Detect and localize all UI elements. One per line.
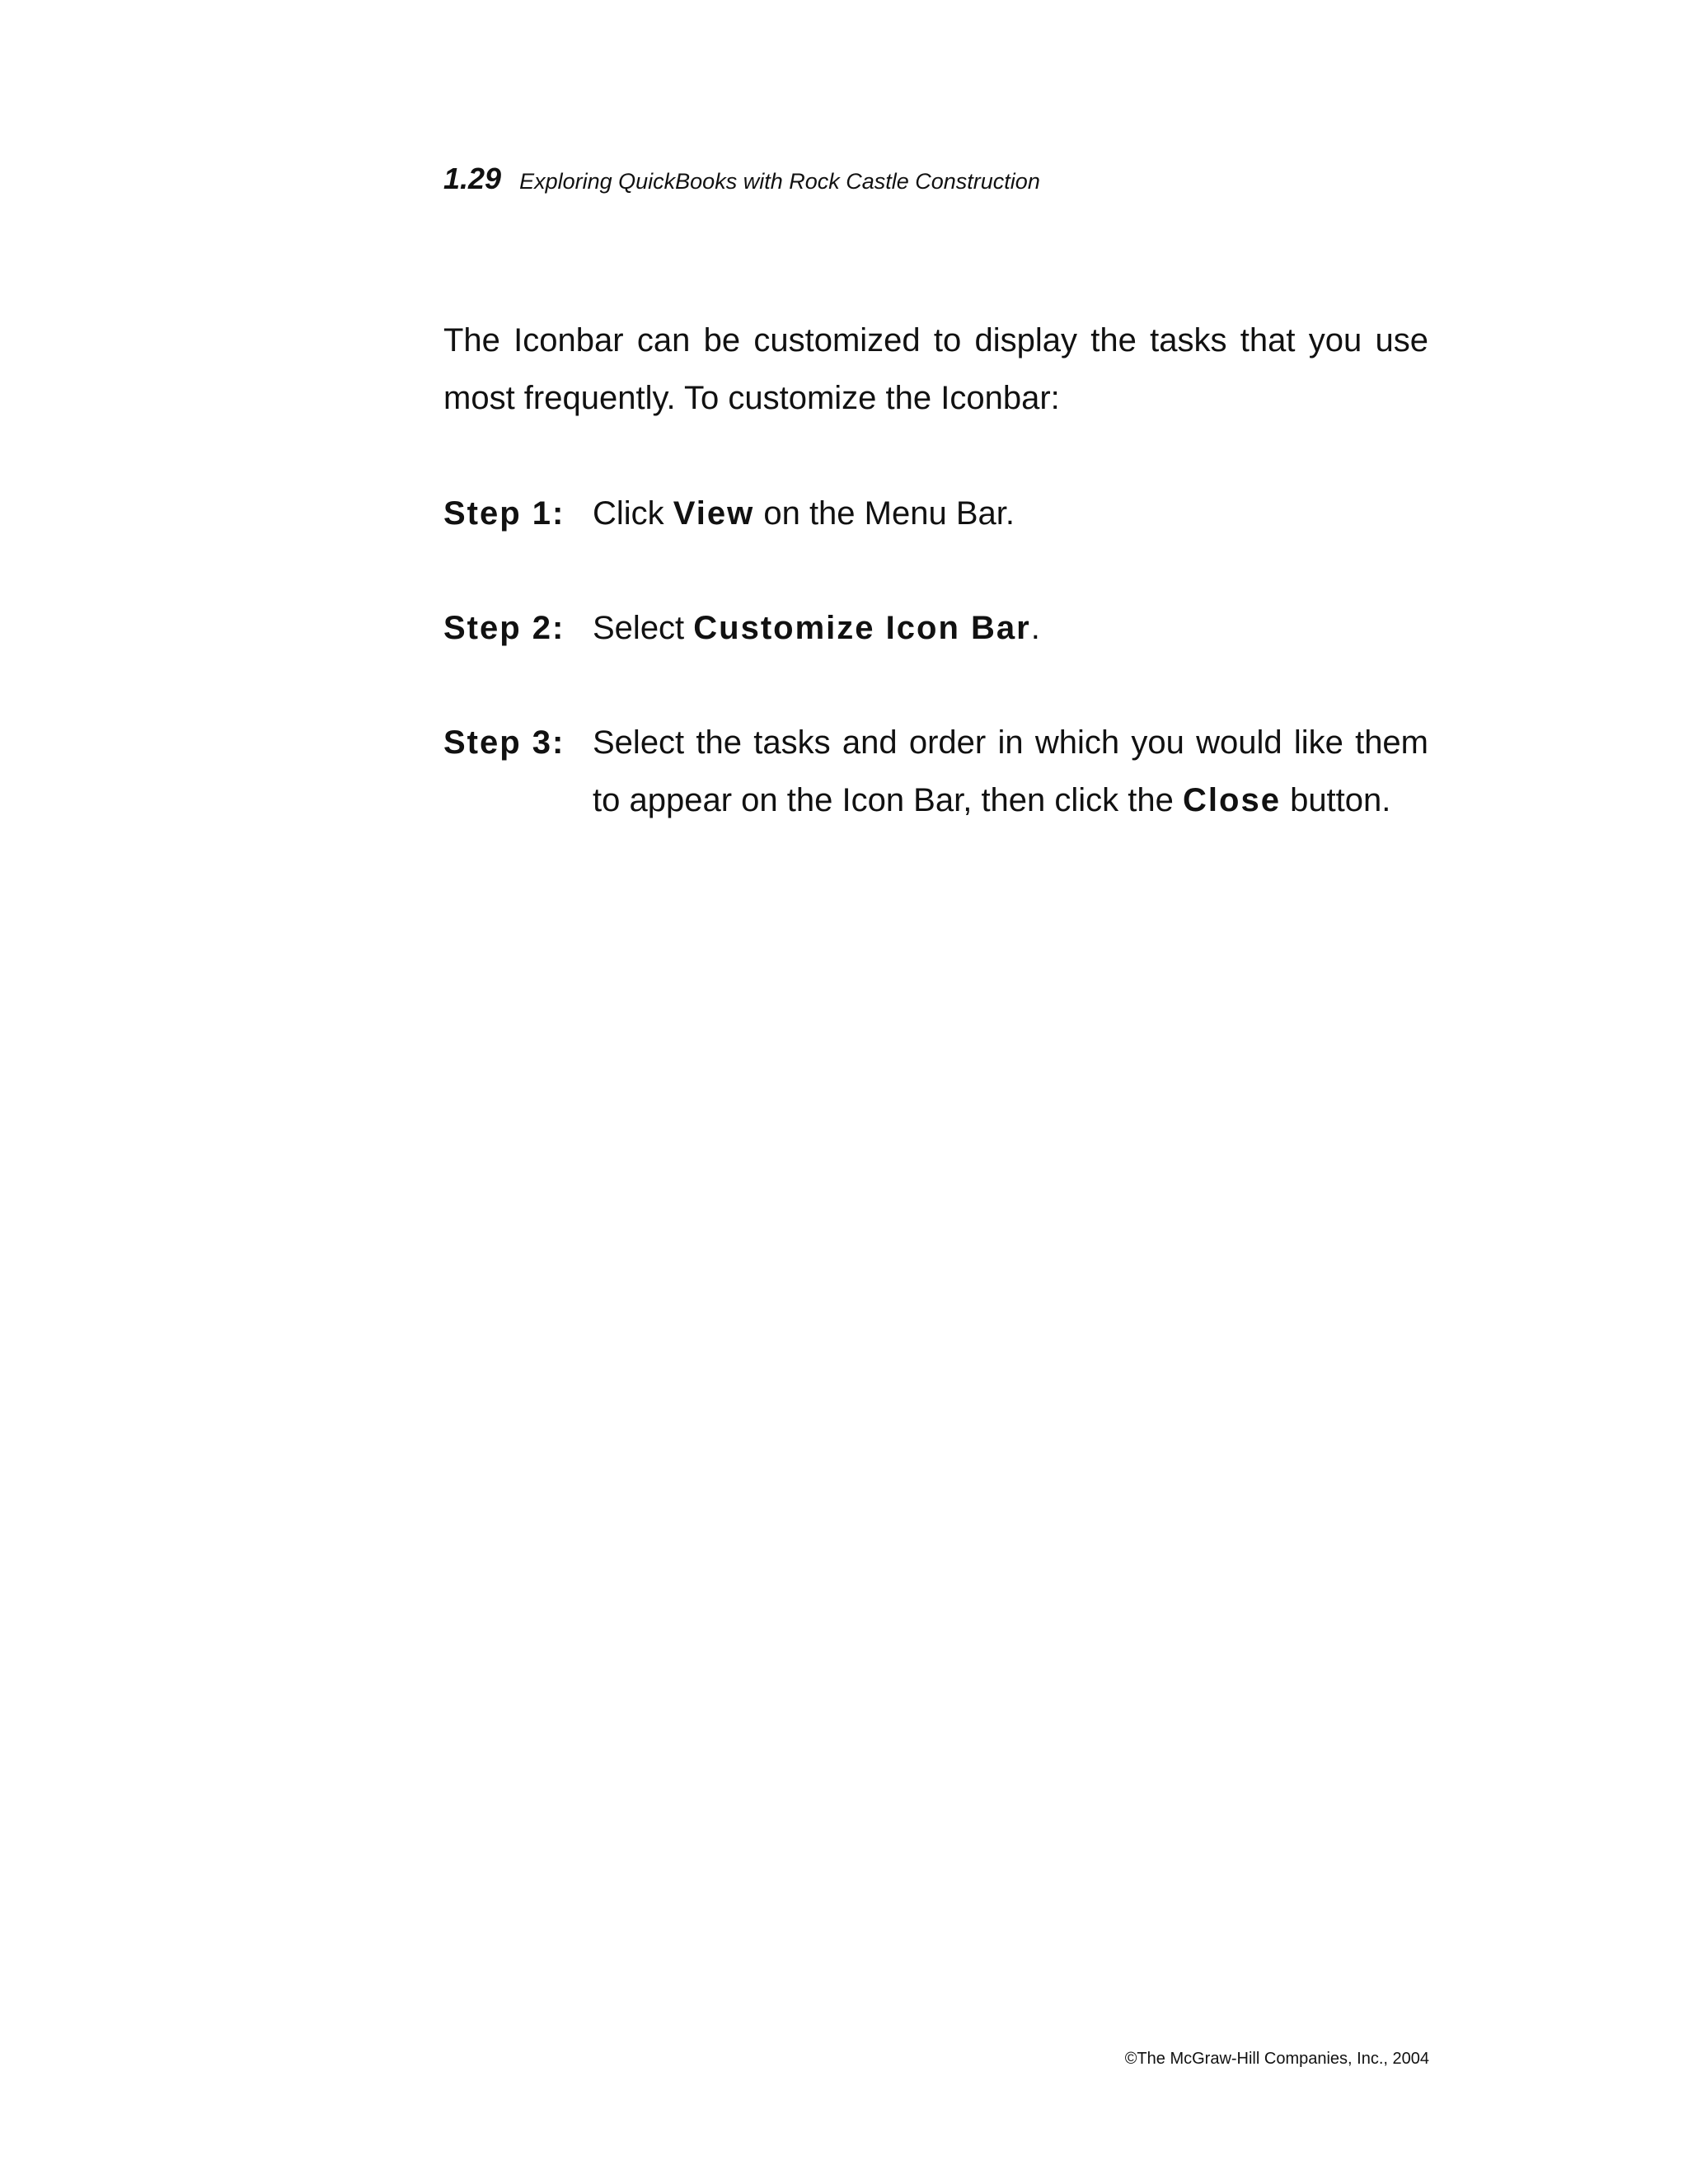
step-2 — [443, 599, 1428, 657]
step-3-text — [593, 714, 1428, 829]
step-1-text — [593, 485, 1428, 542]
step-3 — [443, 714, 1428, 829]
running-header — [443, 162, 1040, 196]
step-1-text-before: Click — [593, 495, 673, 532]
step-1-command: View — [673, 495, 755, 532]
step-3-command: Close — [1183, 782, 1281, 818]
step-3-text-after: button. — [1280, 782, 1391, 818]
step-1-label: Step 1: — [443, 495, 565, 532]
step-2-text — [593, 599, 1428, 657]
step-3-text-before: Select the tasks and order in which you would like them to appear on the Icon Bar, then click the — [593, 724, 1428, 818]
step-2-text-before: Select — [593, 610, 694, 646]
intro-paragraph: The Iconbar can be customized to display the tasks that you use most frequently. To customize the Iconbar: — [443, 322, 1428, 416]
chapter-title: Exploring QuickBooks with Rock Castle Construction — [519, 169, 1040, 194]
step-2-command: Customize Icon Bar — [693, 610, 1031, 646]
copyright-notice: ©The McGraw-Hill Companies, Inc., 2004 — [1124, 2050, 1429, 2068]
step-1-text-after: on the Menu Bar. — [754, 495, 1015, 532]
step-2-text-after: . — [1030, 610, 1040, 646]
page-number: 1.29 — [443, 162, 502, 195]
step-3-label: Step 3: — [443, 724, 565, 761]
step-1 — [443, 485, 1428, 542]
step-2-label: Step 2: — [443, 610, 565, 646]
